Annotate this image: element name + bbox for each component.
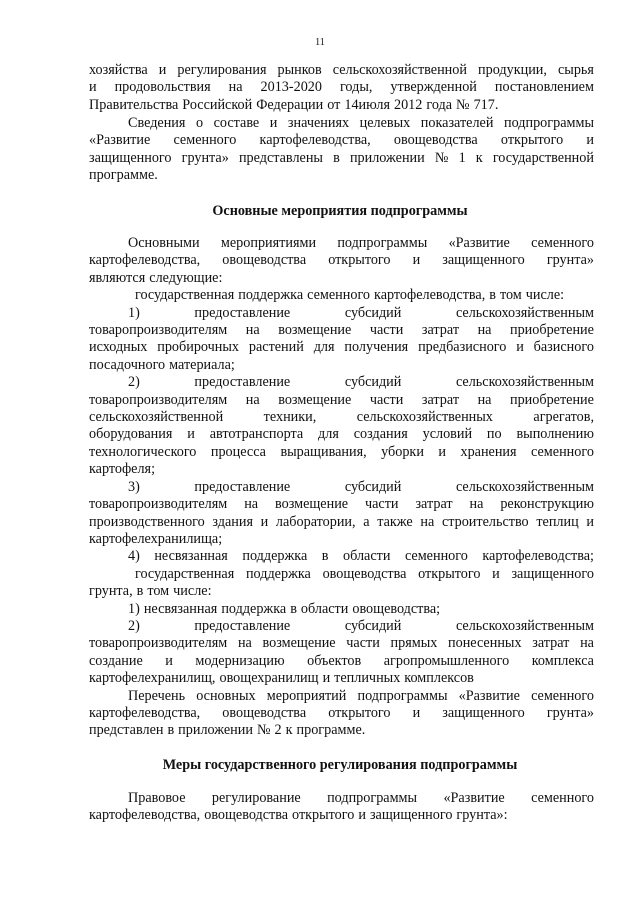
text-line: представлен в приложении № 2 к программе.	[89, 722, 366, 739]
text-line: и продовольствия на 2013-2020 годы, утвержденной постановлением	[89, 79, 594, 96]
text-line: хозяйства и регулирования рынков сельскохозяйственной продукции, сырья	[89, 62, 594, 78]
text-line: товаропроизводителям на возмещение части затрат на приобретение	[89, 391, 594, 408]
text-line: картофелеводства, овощеводства открытого и защищенного грунта»	[89, 252, 594, 269]
text-line: 1) несвязанная поддержка в области овощеводства;	[128, 600, 441, 617]
page-number: 11	[315, 37, 325, 48]
text-line: являются следующие:	[89, 269, 223, 286]
text-line: государственная поддержка семенного картофелеводства, в том числе:	[135, 287, 565, 304]
text-line: 3) предоставление субсидий сельскохозяйственным	[128, 478, 594, 495]
text-line: 2) предоставление субсидий сельскохозяйственным	[128, 374, 594, 391]
text-line: Правовое регулирование подпрограммы «Развитие семенного	[128, 790, 594, 806]
text-line: программе.	[89, 167, 158, 184]
text-line: оборудования и автотранспорта для создания условий по выполнению	[89, 426, 594, 443]
text-line: грунта, в том числе:	[89, 583, 212, 600]
text-line: 4) несвязанная поддержка в области семенного картофелеводства;	[128, 548, 594, 565]
text-line: сельскохозяйственной техники, сельскохозяйственных агрегатов,	[89, 409, 594, 426]
text-line: картофелехранилища;	[89, 530, 223, 547]
text-line: исходных пробирочных растений для получения предбазисного и базисного	[89, 339, 594, 356]
text-line: товаропроизводителям на возмещение части затрат на приобретение	[89, 322, 594, 339]
heading-main-activities: Основные мероприятия подпрограммы	[212, 203, 468, 219]
text-line: товаропроизводителям на возмещение части прямых понесенных затрат на	[89, 635, 594, 652]
indicators-paragraph	[89, 115, 594, 185]
text-line: технологического процесса выращивания, уборки и хранения семенного	[89, 443, 594, 460]
text-line: Правительства Российской Федерации от 14июля 2012 года № 717.	[89, 96, 499, 113]
text-line: Сведения о составе и значениях целевых показателей подпрограммы	[128, 115, 594, 131]
text-line: производственного здания и лаборатории, а также на строительство теплиц и	[89, 513, 594, 530]
text-line: создание и модернизацию объектов агропромышленного комплекса	[89, 652, 594, 669]
text-line: товаропроизводителям на возмещение части затрат на реконструкцию	[89, 496, 594, 513]
regulation-paragraph	[89, 790, 594, 825]
text-line: государственная поддержка овощеводства открытого и защищенного	[135, 565, 594, 582]
text-line: посадочного материала;	[89, 356, 235, 373]
text-line: картофелеводства, овощеводства открытого и защищенного грунта»	[89, 704, 594, 721]
text-line: картофелехранилищ, овощехранилищ и тепличных комплексов	[89, 670, 474, 687]
main-activities-section	[89, 235, 594, 740]
text-line: картофелеводства, овощеводства открытого и защищенного грунта»:	[89, 807, 508, 824]
text-line: Основными мероприятиями подпрограммы «Развитие семенного	[128, 235, 594, 251]
text-line: защищенного грунта» представлены в приложении № 1 к государственной	[89, 149, 594, 166]
heading-regulation-measures: Меры государственного регулирования подпрограммы	[162, 757, 518, 773]
intro-paragraph	[89, 62, 594, 114]
text-line: «Развитие семенного картофелеводства, овощеводства открытого и	[89, 132, 594, 149]
text-line: Перечень основных мероприятий подпрограммы «Развитие семенного	[128, 687, 594, 704]
text-line: 1) предоставление субсидий сельскохозяйственным	[128, 304, 594, 321]
text-line: 2) предоставление субсидий сельскохозяйственным	[128, 617, 594, 634]
text-line: картофеля;	[89, 461, 156, 478]
